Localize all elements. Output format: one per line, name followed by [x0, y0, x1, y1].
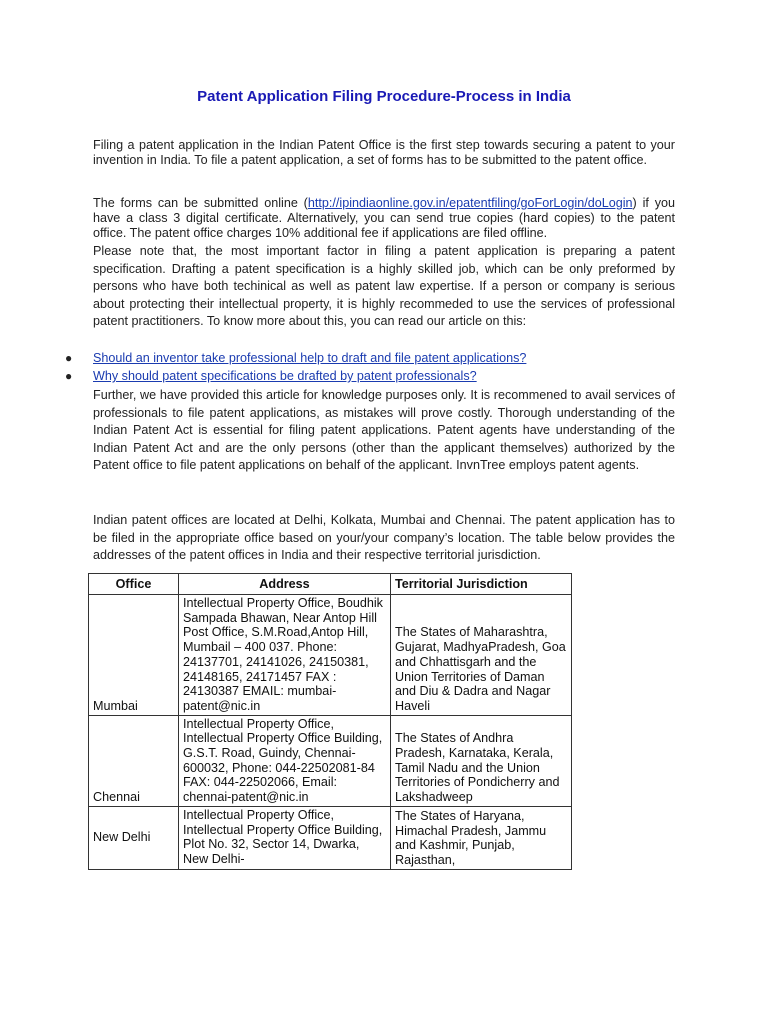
table-row	[89, 715, 572, 806]
online-paragraph	[93, 196, 675, 241]
table-header-row	[89, 574, 572, 595]
jurisdiction-cell: The States of Andhra Pradesh, Karnataka, Kerala, Tamil Nadu and the Union Territories of Pondicherry and Lakshadweep	[391, 715, 572, 806]
office-cell: Chennai	[89, 715, 179, 806]
office-cell: Mumbai	[89, 595, 179, 716]
jurisdiction-cell: The States of Maharashtra, Gujarat, MadhyaPradesh, Goa and Chhattisgarh and the Union Territories of Daman and Diu & Dadra and Nagar Haveli	[391, 595, 572, 716]
online-text-after: ) if you have a class 3 digital certificate. Alternatively, you can send true copies (hard copies) to the patent office. The patent office charges 10% additional fee if applications are filed offline.	[93, 196, 676, 240]
table-row	[89, 595, 572, 716]
address-cell: Intellectual Property Office, Intellectual Property Office Building, Plot No. 32, Sector 14, Dwarka, New Delhi-	[179, 806, 391, 869]
office-cell: New Delhi	[89, 806, 179, 869]
address-cell: Intellectual Property Office, Boudhik Sampada Bhawan, Near Antop Hill Post Office, S.M.Road,Antop Hill, Mumbail – 400 037. Phone: 24137701, 24141026, 24150381, 24148165, 24171457 FAX : 24130387 EMAIL: mumbai-patent@nic.in	[179, 595, 391, 716]
page-title: Patent Application Filing Procedure-Process in India	[197, 88, 571, 105]
further-paragraph: Further, we have provided this article for knowledge purposes only. It is recommened to avail services of professionals to file patent applications, as mistakes will prove costly. Thorough understanding of the Indian Patent Act is essential for filing patent applications. Patent agents have understanding of the Indian Patent Act and are the only persons (other than the applicant themselves) authorized by the Patent office to file patent applications on behalf of the applicant. InvnTree employs patent agents.	[93, 388, 675, 472]
jurisdiction-cell: The States of Haryana, Himachal Pradesh, Jammu and Kashmir, Punjab, Rajasthan,	[391, 806, 572, 869]
epatent-filing-link[interactable]: http://ipindiaonline.gov.in/epatentfiling/goForLogin/doLogin	[307, 196, 633, 210]
address-cell: Intellectual Property Office, Intellectual Property Office Building, G.S.T. Road, Guindy, Chennai-600032, Phone: 044-22502081-84 FAX: 044-22502066, Email: chennai-patent@nic.in	[179, 715, 391, 806]
table-row	[89, 806, 572, 869]
bullet-icon: ●	[65, 351, 73, 365]
note-paragraph: Please note that, the most important factor in filing a patent application is preparing a patent specification. Drafting a patent specification is a highly skilled job, which can be only preformed by persons who have both techinical as well as patent law expertise. If a person or company is serious about protecting their intellectual property, it is highly recommeded to use the services of professional patent practitioners. To know more about this, you can read our article on this:	[93, 244, 675, 328]
patent-offices-table	[88, 573, 572, 870]
specification-drafting-link[interactable]: Why should patent specifications be drafted by patent professionals?	[93, 369, 477, 383]
offices-intro-paragraph: Indian patent offices are located at Delhi, Kolkata, Mumbai and Chennai. The patent application has to be filed in the appropriate office based on your/your company’s location. The table below provides the addresses of the patent offices in India and their respective territorial jurisdiction.	[93, 513, 675, 562]
online-text-before: The forms can be submitted online (	[93, 196, 308, 210]
intro-paragraph: Filing a patent application in the Indian Patent Office is the first step towards securing a patent to your invention in India. To file a patent application, a set of forms has to be submitted to the patent office.	[93, 138, 675, 167]
bullet-icon: ●	[65, 369, 73, 383]
column-header-jurisdiction: Territorial Jurisdiction	[391, 574, 572, 595]
column-header-address: Address	[179, 574, 391, 595]
professional-help-link[interactable]: Should an inventor take professional help to draft and file patent applications?	[93, 351, 527, 365]
column-header-office: Office	[89, 574, 179, 595]
